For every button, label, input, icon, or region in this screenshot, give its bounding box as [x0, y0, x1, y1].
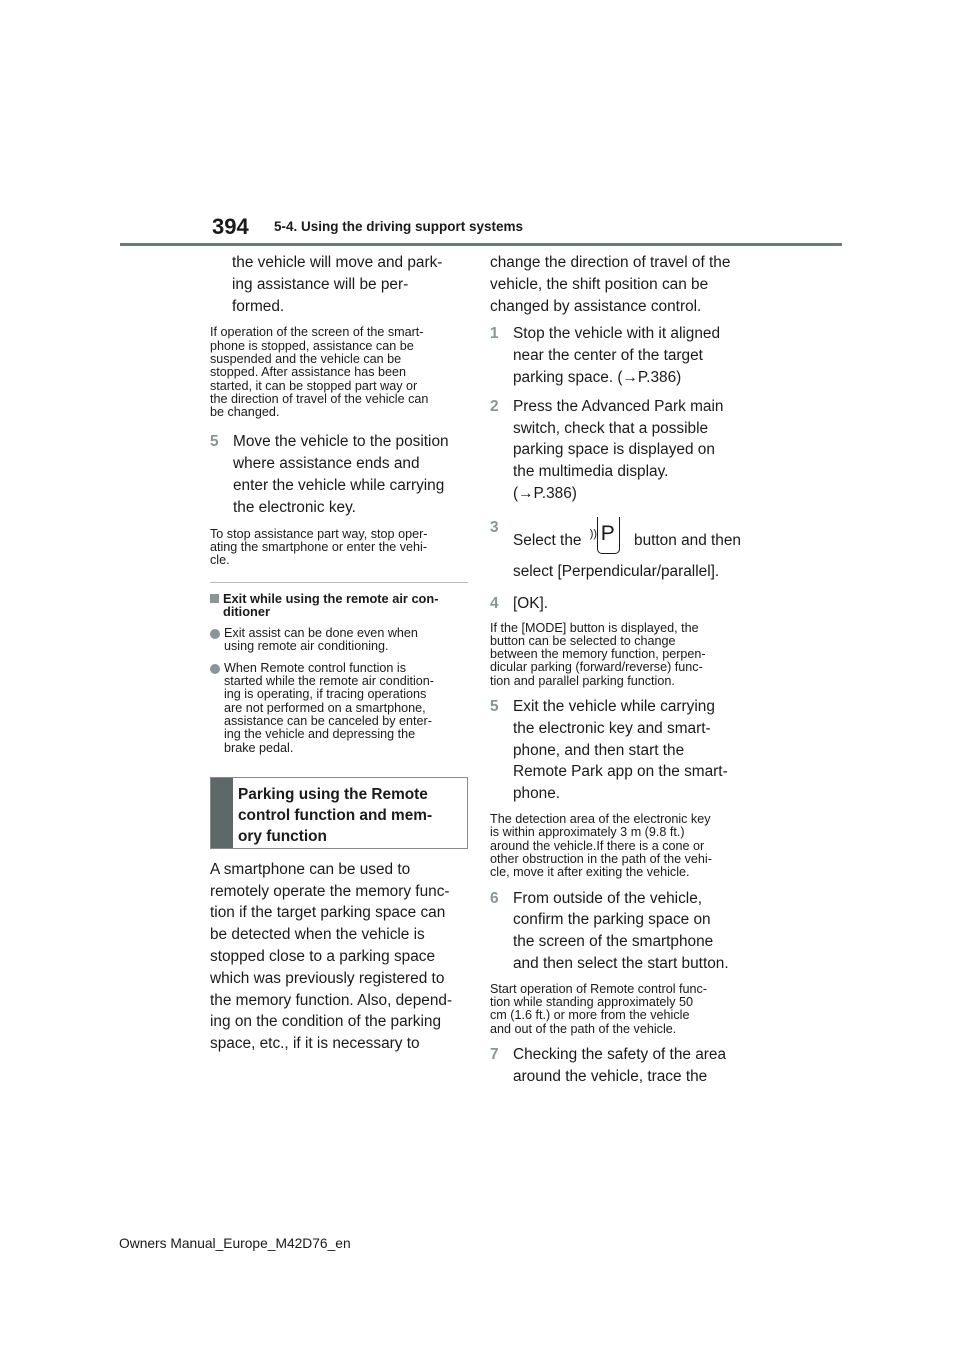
page-number: 394 — [212, 214, 249, 239]
step-number: 6 — [490, 889, 499, 907]
right-column — [490, 252, 750, 1087]
step-text: Stop the vehicle with it aligned near the center of the target parking space. (→P.386) — [513, 325, 721, 386]
bullet-dot-icon — [210, 664, 220, 674]
note-paragraph: The detection area of the electronic key is within approximately 3 m (9.8 ft.) around the vehicle.If there is a cone or other obstruction in the path of the vehi- cle, move it after exiting the vehicle. — [490, 812, 712, 880]
section-divider — [210, 582, 468, 583]
p-letter: P — [600, 521, 615, 545]
step-text: From outside of the vehicle, confirm the parking space on the screen of the smartphone and then select the start button. — [513, 889, 729, 972]
note-paragraph: If operation of the screen of the smart- phone is stopped, assistance can be suspended and the vehicle can be stopped. After assistance has been started, it can be stopped part way or the direction of travel of the vehicle can be changed. — [210, 325, 429, 420]
step-number: 3 — [490, 518, 499, 536]
step-3-text-after: button and then select [Perpendicular/parallel]. — [513, 531, 741, 580]
step-text: Exit the vehicle while carrying the electronic key and smart- phone, and then start the Remote Park app on the smart- phone. — [513, 698, 728, 803]
step-number: 2 — [490, 397, 499, 415]
topic-box — [210, 777, 468, 849]
step-number: 4 — [490, 594, 499, 612]
signal-waves-icon: )) — [589, 527, 598, 540]
step-number: 5 — [490, 698, 499, 716]
intro-paragraph: A smartphone can be used to remotely operate the memory func- tion if the target parking space can be detected when the vehicle is stopped close to a parking space which was previously registered to the memory function. Also, depend- ing on the condition of the parking space, etc., if it is necessary to — [210, 860, 453, 1053]
note-paragraph: If the [MODE] button is displayed, the button can be selected to change between the memory function, perpen- dicular parking (forward/reverse) func- tion and parallel parking function. — [490, 620, 706, 688]
step-3-text-before: Select the — [513, 531, 582, 549]
step-text: [OK]. — [513, 594, 549, 612]
step-number: 1 — [490, 325, 499, 343]
step-2 — [490, 396, 750, 505]
topic-title: Parking using the Remote control function and mem- ory function — [238, 785, 433, 845]
step-5 — [490, 696, 750, 805]
step-text: Move the vehicle to the position where assistance ends and enter the vehicle while carrying the electronic key. — [233, 433, 449, 516]
topic-bar — [211, 778, 233, 848]
left-column — [210, 252, 468, 1055]
step-text: Checking the safety of the area around the vehicle, trace the — [513, 1045, 727, 1085]
subheading-text: Exit while using the remote air con- ditioner — [223, 590, 439, 619]
step-number: 7 — [490, 1045, 499, 1063]
step-3 — [490, 517, 750, 587]
step-text — [513, 517, 750, 587]
step-number: 5 — [210, 433, 219, 451]
bullet-text: Exit assist can be done even when using remote air conditioning. — [224, 626, 418, 654]
step-5-left — [210, 431, 468, 518]
bullet-item — [210, 627, 468, 654]
step-7 — [490, 1044, 750, 1088]
step-6 — [490, 888, 750, 975]
note-paragraph: Start operation of Remote control func- tion while standing approximately 50 cm (1.6 ft.) or more from the vehicle and out of the path of the vehicle. — [490, 981, 708, 1036]
section-title: 5-4. Using the driving support systems — [274, 219, 524, 234]
note-paragraph: To stop assistance part way, stop oper- ating the smartphone or enter the vehi- cle. — [210, 526, 428, 568]
step-4 — [490, 593, 750, 615]
header-divider — [120, 243, 842, 246]
step-text: Press the Advanced Park main switch, check that a possible parking space is displayed on the multimedia display. (→P.386) — [513, 397, 724, 502]
bullet-text: When Remote control function is started while the remote air condition- ing is operating, if tracing operations are not performed on a smartphone, assistance can be canceled by enter- ing the vehicle and depressing the brake pedal. — [224, 660, 434, 755]
intro-continued: change the direction of travel of the vehicle, the shift position can be changed by assistance control. — [490, 254, 731, 315]
bullet-item — [210, 662, 468, 755]
footer-text: Owners Manual_Europe_M42D76_en — [119, 1236, 351, 1251]
continued-paragraph: the vehicle will move and park- ing assistance will be per- formed. — [232, 254, 443, 315]
square-bullet-icon — [210, 594, 219, 603]
step-1 — [490, 323, 750, 388]
subheading — [210, 592, 468, 619]
bullet-dot-icon — [210, 629, 220, 639]
remote-park-icon — [590, 517, 620, 557]
